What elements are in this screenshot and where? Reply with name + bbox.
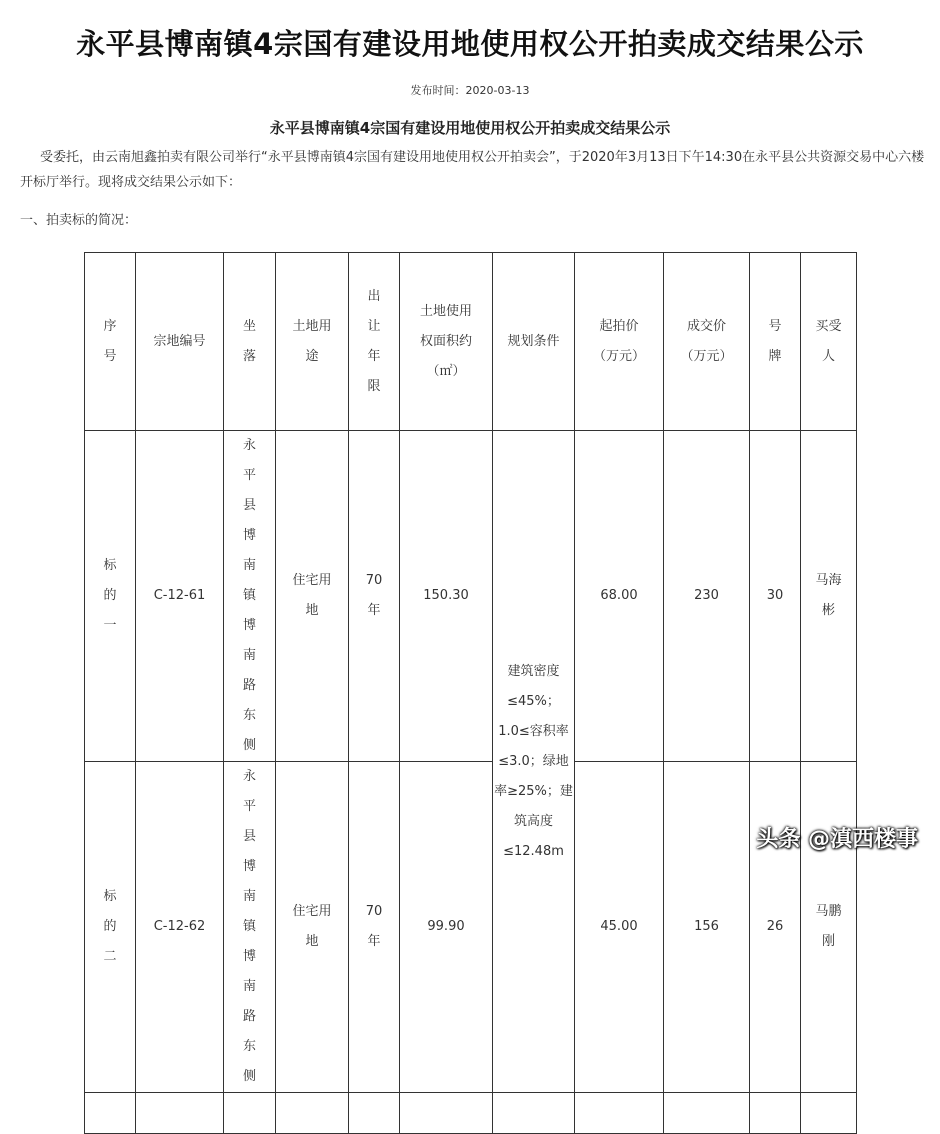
- sub-title: 永平县博南镇4宗国有建设用地使用权公开拍卖成交结果公示: [269, 119, 671, 137]
- header-cell-paddle: 号牌: [750, 253, 801, 431]
- cell-parcel: C-12-62: [136, 762, 224, 1093]
- cell-deal-price: 230: [664, 431, 750, 762]
- cell-area: 99.90: [400, 762, 493, 1093]
- cell-seq: 标的二: [85, 762, 136, 1093]
- cell-parcel: C-12-61: [136, 431, 224, 762]
- watermark: [756, 822, 918, 853]
- cell-buyer: 马鹏刚: [801, 762, 857, 1093]
- table-header-row: [85, 253, 857, 431]
- cell-paddle: 30: [750, 431, 801, 762]
- header-cell-start-price: 起拍价（万元）: [575, 253, 664, 431]
- cell-start-price: 45.00: [575, 762, 664, 1093]
- cell-area: 150.30: [400, 431, 493, 762]
- header-cell-term: 出让年限: [349, 253, 400, 431]
- table-row-partial: [85, 1093, 857, 1134]
- header-cell-seq: 序号: [85, 253, 136, 431]
- watermark-text: 头条 @滇西楼事: [756, 827, 918, 852]
- table-row: [85, 431, 857, 762]
- page-title: 永平县博南镇4宗国有建设用地使用权公开拍卖成交结果公示: [76, 27, 864, 61]
- auction-table: [84, 252, 857, 1134]
- cell-location: 永平县博南镇博南路东侧: [224, 762, 276, 1093]
- header-cell-buyer: 买受人: [801, 253, 857, 431]
- cell-paddle: 26: [750, 762, 801, 1093]
- header-cell-deal-price: 成交价（万元）: [664, 253, 750, 431]
- header-cell-location: 坐落: [224, 253, 276, 431]
- cell-start-price: 68.00: [575, 431, 664, 762]
- cell-use: 住宅用地: [276, 762, 349, 1093]
- cell-term: 70年: [349, 431, 400, 762]
- cell-seq: 标的一: [85, 431, 136, 762]
- cell-term: 70年: [349, 762, 400, 1093]
- table-row: [85, 762, 857, 1093]
- header-cell-conditions: 规划条件: [493, 253, 575, 431]
- cell-location: 永平县博南镇博南路东侧: [224, 431, 276, 762]
- section-heading: 一、拍卖标的简况：: [20, 213, 138, 228]
- publish-date: 发布时间：2020-03-13: [410, 84, 530, 97]
- header-cell-area: 土地使用权面积约（㎡）: [400, 253, 493, 431]
- cell-deal-price: 156: [664, 762, 750, 1093]
- header-cell-parcel: 宗地编号: [136, 253, 224, 431]
- intro-paragraph: 受委托，由云南旭鑫拍卖有限公司举行“永平县博南镇4宗国有建设用地使用权公开拍卖会”，于2020年3月13日下午14:30在永平县公共资源交易中心六楼开标厅举行。现将成交结果公示如下：: [20, 150, 925, 190]
- cell-use: 住宅用地: [276, 431, 349, 762]
- cell-buyer: 马海彬: [801, 431, 857, 762]
- cell-conditions: 建筑密度≤45%；1.0≤容积率≤3.0；绿地率≥25%；建筑高度≤12.48m: [493, 431, 575, 1093]
- header-cell-use: 土地用途: [276, 253, 349, 431]
